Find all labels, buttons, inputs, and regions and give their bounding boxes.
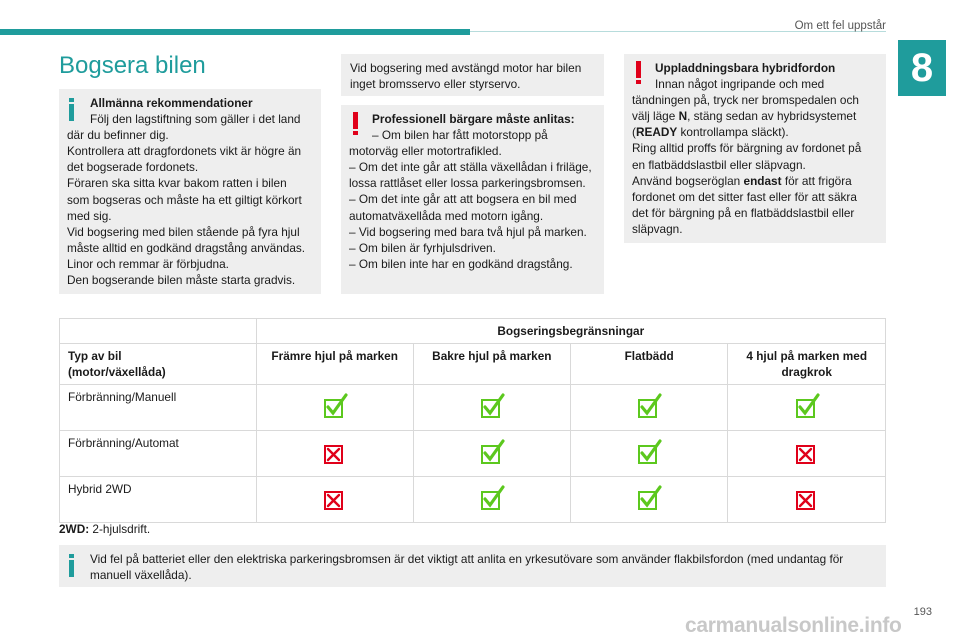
check-mark-cell <box>413 431 570 477</box>
info-icon <box>69 554 74 577</box>
cross-icon <box>794 439 820 465</box>
note-2wd <box>59 522 150 536</box>
battery-failure-box <box>59 545 886 587</box>
cross-icon <box>794 485 820 511</box>
engine-off-box <box>341 54 604 96</box>
general-text: där du befinner dig. Kontrollera att dragfordonets vikt är högre än det bogserade fordonets. Föraren ska sitta kvar bakom ratten i bilen som bogseras och måste ha ett giltigt körkort med sig. Vid bogsering med bilen stående på fyra hjul måste alltid en godkänd dragstång användas. Linor och remmar är förbjudna. Den bogserande bilen måste starta gradvis. <box>67 128 306 288</box>
check-icon <box>636 439 662 465</box>
hybrid-text-part: för att frigöra fordonet om det sitter fast eller för att säkra det för bärgning på en flatbäddslastbil eller släpvagn. <box>632 173 857 236</box>
towing-restrictions-table <box>59 318 886 523</box>
check-icon <box>479 485 505 511</box>
hybrid-text <box>632 92 874 237</box>
table-col-four-wheels: 4 hjul på marken med dragkrok <box>728 344 886 385</box>
general-recommendations-box <box>59 89 321 294</box>
cross-mark-cell <box>256 477 413 523</box>
check-mark-cell <box>256 385 413 431</box>
table-row <box>60 431 886 477</box>
table-col-type: Typ av bil (motor/växellåda) <box>60 344 257 385</box>
check-icon <box>794 393 820 419</box>
info-icon <box>69 98 74 121</box>
gear-n-label: N <box>678 109 688 124</box>
ready-label: READY <box>635 125 678 140</box>
chapter-number-tab: 8 <box>898 40 946 96</box>
page-title: Bogsera bilen <box>59 52 206 79</box>
header-accent-bar <box>0 29 470 35</box>
engine-off-text: Vid bogsering med avstängd motor har bilen inget bromsservo eller styrservo. <box>350 61 582 92</box>
check-mark-cell <box>413 477 570 523</box>
check-icon <box>322 393 348 419</box>
check-mark-cell <box>728 385 886 431</box>
check-icon <box>636 485 662 511</box>
note-2wd-definition: 2-hjulsdrift. <box>89 522 151 536</box>
warning-icon <box>353 112 358 135</box>
check-icon <box>479 393 505 419</box>
table-col-flatbed: Flatbädd <box>570 344 728 385</box>
professional-first-line: – Om bilen har fått motorstopp på <box>372 128 548 143</box>
professional-text: motorväg eller motortrafikled. – Om det inte går att ställa växellådan i friläge, lossa rattlåset eller lossa parkeringsbromsen. – Om det inte går att att bogsera en bil med automatväxellåda med motorn igång. – Vid bogsering med bara två hjul på marken. – Om bilen är fyrhjulsdriven. – Om bilen inte har en godkänd dragstång. <box>349 144 592 271</box>
check-icon <box>636 393 662 419</box>
hybrid-text-part: kontrollampa släckt). Ring alltid proffs för bärgning av fordonet på en flatbäddslastbil eller släpvagn. Använd bogseröglan <box>632 125 862 188</box>
cross-mark-cell <box>256 431 413 477</box>
table-row-label: Förbränning/Manuell <box>60 385 257 431</box>
check-mark-cell <box>413 385 570 431</box>
general-first-line: Följ den lagstiftning som gäller i det land <box>90 112 301 127</box>
table-group-header: Bogseringsbegränsningar <box>256 319 885 344</box>
table-row <box>60 477 886 523</box>
warning-icon <box>636 61 641 84</box>
professional-heading: Professionell bärgare måste anlitas: <box>372 112 575 126</box>
table-row-label: Hybrid 2WD <box>60 477 257 523</box>
professional-tow-box <box>341 105 604 294</box>
table-col-front: Främre hjul på marken <box>256 344 413 385</box>
table-col-rear: Bakre hjul på marken <box>413 344 570 385</box>
cross-mark-cell <box>728 477 886 523</box>
table-corner-cell <box>60 319 257 344</box>
section-title: Om ett fel uppstår <box>794 20 886 32</box>
hybrid-text-part: , stäng sedan av hybridsystemet ( <box>632 109 857 140</box>
check-mark-cell <box>570 477 728 523</box>
check-icon <box>479 439 505 465</box>
cross-icon <box>322 485 348 511</box>
cross-mark-cell <box>728 431 886 477</box>
watermark: carmanualsonline.info <box>685 614 902 637</box>
cross-icon <box>322 439 348 465</box>
endast-label: endast <box>743 173 782 188</box>
hybrid-heading: Uppladdningsbara hybridfordon <box>655 61 836 75</box>
table-row <box>60 385 886 431</box>
hybrid-text-part: tändningen på, tryck ner bromspedalen och välj läge <box>632 93 859 124</box>
hybrid-first-line: Innan något ingripande och med <box>655 77 825 92</box>
battery-text: Vid fel på batteriet eller den elektriska parkeringsbromsen är det viktigt att anlita en yrkesutövare som använder flakbilsfordon (med undantag för manuell växellåda). <box>90 552 844 583</box>
table-row-label: Förbränning/Automat <box>60 431 257 477</box>
general-heading: Allmänna rekommendationer <box>90 96 253 110</box>
page-number: 193 <box>913 606 932 618</box>
check-mark-cell <box>570 385 728 431</box>
plugin-hybrid-box <box>624 54 886 243</box>
check-mark-cell <box>570 431 728 477</box>
note-2wd-term: 2WD: <box>59 522 90 536</box>
